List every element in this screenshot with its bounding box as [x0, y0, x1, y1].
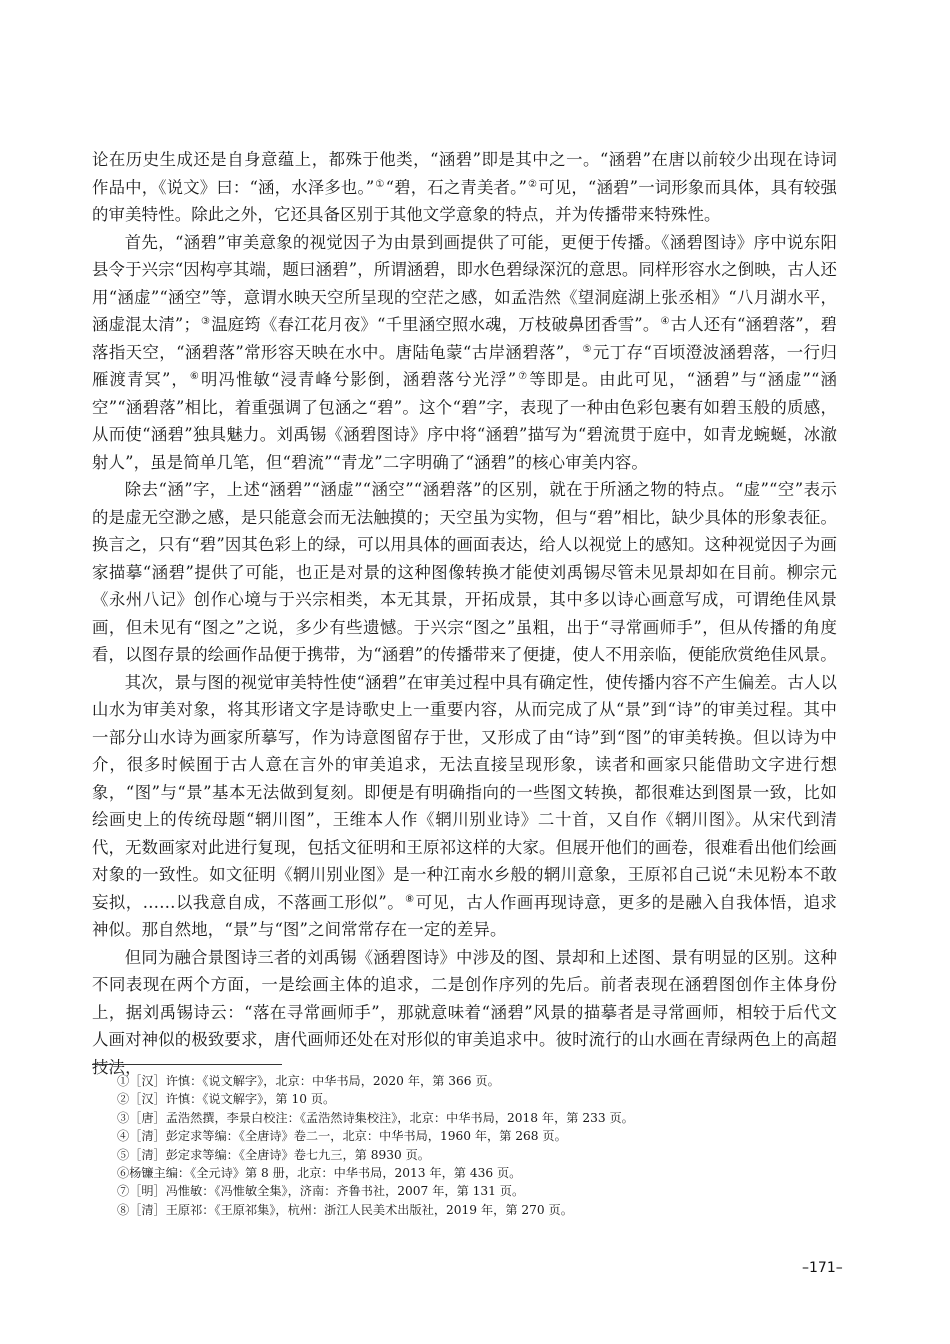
paragraph-text: 其次，景与图的视觉审美特性使“涵碧”在审美过程中具有确定性，使传播内容不产生偏差。古人以山水为审美对象，将其形诸文字是诗歌史上一重要内容，从而完成了从“景”到“诗”的审美过程。其中一部分山水诗为画家所摹写，作为诗意图留存于世，又形成了由“诗”到“图”的审美转换。但以诗为中介，很多时候囿于古人意在言外的审美追求，无法直接呈现形象，读者和画家只能借助文字进行想象，“图”与“景”基本无法做到复刻。即便是有明确指向的一些图文转换，都很难达到图景一致，比如绘画史上的传统母题“辋川图”，王维本人作《辋川别业诗》二十首，又自作《辋川图》。从宋代到清代，无数画家对此进行复现，包括文征明和王原祁这样的大家。但展开他们的画卷，很难看出他们绘画对象的一致性。如文征明《辋川别业图》是一种江南水乡般的辋川意象，王原祁自己说“未见粉本不敢妄拟，……以我意自成，不落画工形似”。 [92, 672, 837, 912]
footnote-marker[interactable]: ⑤ [582, 343, 592, 355]
paragraph-text: 等即是。由此可见，“涵碧”与“涵虚”“涵空”“涵碧落”相比，着重强调了包涵之“碧”。这个“碧”字，表现了一种由色彩包裹有如碧玉般的质感，从而使“涵碧”独具魅力。刘禹锡《涵碧图诗》序中将“涵碧”描写为“碧流贯于庭中，如青龙蜿蜒，冰澈射人”，虽是简单几笔，但“碧流”“青龙”二字明确了“涵碧”的核心审美内容。 [92, 370, 837, 472]
footnote-entry: ①［汉］许慎：《说文解字》，北京：中华书局，2020 年，第 366 页。 [117, 1074, 500, 1088]
footnote-entry: ⑦［明］冯惟敏：《冯惟敏全集》，济南：齐鲁书社，2007 年，第 131 页。 [117, 1184, 525, 1199]
footnote-entry: ③［唐］孟浩然撰，李景白校注：《孟浩然诗集校注》，北京：中华书局，2018 年，第 233 页。 [117, 1110, 634, 1125]
body-paragraph [92, 476, 837, 669]
footnote-entry: ⑧［清］王原祁：《王原祁集》，杭州：浙江人民美术出版社，2019 年，第 270 页。 [117, 1202, 573, 1217]
footnote-marker[interactable]: ⑧ [405, 893, 415, 905]
paragraph-text: 可见，古人作画再现诗意，更多的是融入自我体悟，追求神似。那自然地，“景”与“图”之间常常存在一定的差异。 [92, 892, 838, 939]
paragraph-text: “碧，石之青美者。” [385, 177, 528, 197]
paragraph-text: 元丁存“百顷澄波涵碧落，一行归雁渡青冥”， [92, 342, 837, 389]
paragraph-text: 但同为融合景图诗三者的刘禹锡《涵碧图诗》中涉及的图、景却和上述图、景有明显的区别。这种不同表现在两个方面，一是绘画主体的追求，二是创作序列的先后。前者表现在涵碧图创作主体身份上，据刘禹锡诗云：“落在寻常画师手”，那就意味着“涵碧”风景的描摹者是寻常画师，相较于后代文人画对神似的极致要求，唐代画师还处在对形似的审美追求中。彼时流行的山水画在青绿两色上的高超技法， [92, 947, 837, 1077]
paragraph-text: 明冯惟敏“浸青峰兮影倒，涵碧落兮光浮” [200, 370, 517, 389]
body-paragraph [92, 146, 837, 229]
paragraph-text: 古人还有“涵碧落”，碧落指天空，“涵碧落”常形容天映在水中。唐陆龟蒙“古岸涵碧落”， [92, 315, 837, 362]
paragraph-text: 温庭筠《春江花月夜》“千里涵空照水魂，万枝破鼻团香雪”。 [211, 315, 660, 334]
footnote-marker[interactable]: ① [375, 178, 385, 190]
body-paragraph [92, 944, 837, 1082]
footnote-marker[interactable]: ⑦ [517, 371, 529, 382]
footnote-entry: ⑤［清］彭定求等编：《全唐诗》卷七九三，第 8930 页。 [117, 1147, 430, 1162]
footnote-marker[interactable]: ③ [200, 316, 211, 327]
body-paragraph [92, 669, 837, 944]
footnote-marker[interactable]: ② [528, 178, 538, 190]
paragraph-text: 除去“涵”字，上述“涵碧”“涵虚”“涵空”“涵碧落”的区别，就在于所涵之物的特点。“虚”“空”表示的是虚无空渺之感，是只能意会而无法触摸的；天空虽为实物，但与“碧”相比，缺少具体的形象表征。换言之，只有“碧”因其色彩上的绿，可以用具体的画面表达，给人以视觉上的感知。这种视觉因子为画家描摹“涵碧”提供了可能，也正是对景的这种图像转换才能使刘禹锡尽管未见景却如在目前。柳宗元《永州八记》创作心境与于兴宗相类，本无其景，开拓成景，其中多以诗心画意写成，可谓绝佳风景画，但未见有“图之”之说，多少有些遗憾。于兴宗“图之”虽粗，出于“寻常画师手”，但从传播的角度看，以图存景的绘画作品便于携带，为“涵碧”的传播带来了便捷，使人不用亲临，便能欣赏绝佳风景。 [92, 480, 837, 664]
body-paragraph [92, 229, 837, 477]
paragraph-text: 可见，“涵碧”一词形象而具体，具有较强的审美特性。除此之外，它还具备区别于其他文学意象的特点，并为传播带来特殊性。 [92, 177, 838, 224]
footnote-entry: ⑥杨镰主编：《全元诗》第 8 册，北京：中华书局，2013 年，第 436 页。 [117, 1166, 522, 1181]
footnotes [117, 1072, 837, 1219]
page-number: –171– [802, 1260, 843, 1276]
footnote-marker[interactable]: ⑥ [189, 371, 200, 382]
paragraph-text: 论在历史生成还是自身意蕴上，都殊于他类，“涵碧”即是其中之一。“涵碧”在唐以前较少出现在诗词作品中，《说文》曰：“涵，水泽多也。” [92, 150, 837, 197]
body-text [92, 146, 837, 1081]
footnote-divider [92, 1064, 282, 1065]
footnote-entry: ②［汉］许慎：《说文解字》，第 10 页。 [117, 1092, 336, 1107]
footnote-entry: ④［清］彭定求等编：《全唐诗》卷二一，北京：中华书局，1960 年，第 268 页。 [117, 1129, 567, 1144]
paragraph-text: 首先，“涵碧”审美意象的视觉因子为由景到画提供了可能，更便于传播。《涵碧图诗》序中说东阳县令于兴宗“因构亭其端，题曰涵碧”，所谓涵碧，即水色碧绿深沉的意思。同样形容水之倒映，古人还用“涵虚”“涵空”等，意谓水映天空所呈现的空茫之感，如孟浩然《望洞庭湖上张丞相》“八月湖水平，涵虚混太清”； [92, 232, 837, 334]
footnote-marker[interactable]: ④ [660, 316, 670, 327]
